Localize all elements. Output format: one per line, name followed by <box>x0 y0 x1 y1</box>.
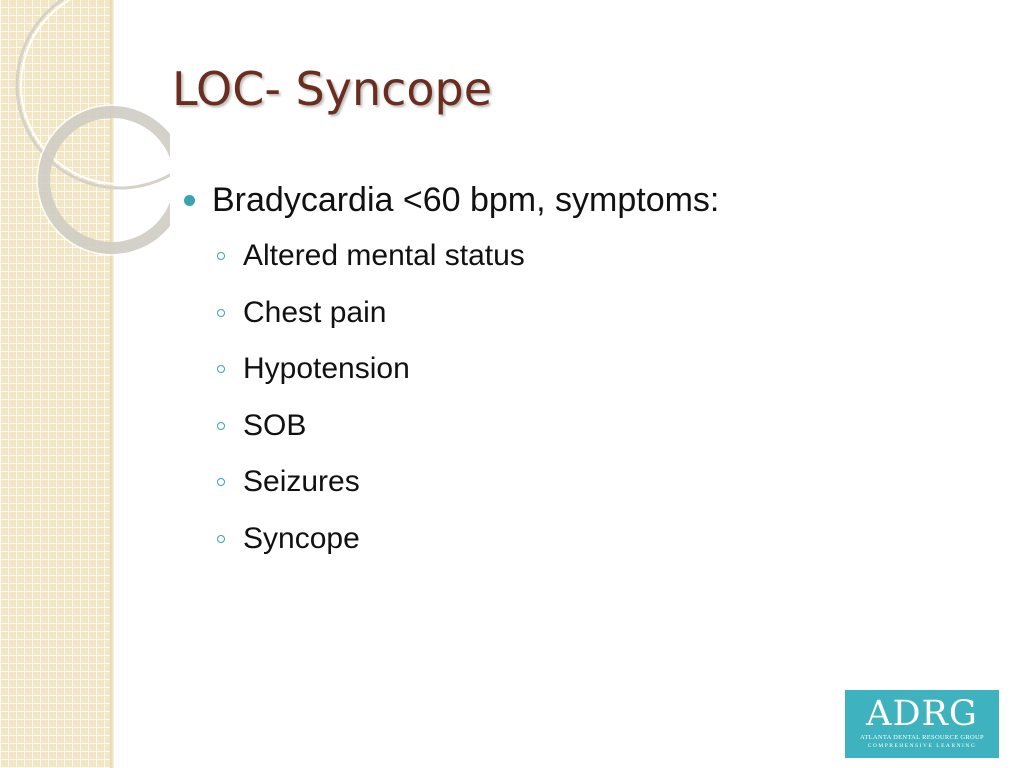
symptom-item <box>184 454 984 511</box>
symptom-item <box>184 398 984 455</box>
logo-tagline: COMPREHENSIVE LEARNING <box>867 743 977 749</box>
symptom-item <box>184 511 984 568</box>
symptom-text: Chest pain <box>243 295 387 329</box>
ring-bullet-icon <box>217 535 225 543</box>
decorative-circles <box>0 0 170 260</box>
main-bullet-text: Bradycardia <60 bpm, symptoms: <box>212 181 720 219</box>
logo-mark: ADRG <box>866 694 978 734</box>
logo-name: ATLANTA DENTAL RESOURCE GROUP <box>860 734 984 741</box>
ring-bullet-icon <box>217 365 225 373</box>
symptom-item <box>184 228 984 285</box>
bullet-dot-icon <box>184 195 195 206</box>
ring-bullet-icon <box>217 252 225 260</box>
symptom-item <box>184 285 984 342</box>
slide-title: LOC- Syncope <box>172 62 493 116</box>
adrg-logo <box>845 690 999 758</box>
symptom-text: Seizures <box>243 465 360 498</box>
symptom-text: Hypotension <box>243 352 410 385</box>
symptom-item <box>184 341 984 398</box>
ring-bullet-icon <box>217 422 225 430</box>
symptom-list <box>184 228 984 567</box>
main-bullet <box>184 172 984 228</box>
ring-bullet-icon <box>217 309 225 317</box>
symptom-text: SOB <box>243 408 307 442</box>
symptom-text: Altered mental status <box>243 239 525 272</box>
slide-content <box>184 172 984 567</box>
ring-bullet-icon <box>217 478 225 486</box>
symptom-text: Syncope <box>243 521 360 555</box>
